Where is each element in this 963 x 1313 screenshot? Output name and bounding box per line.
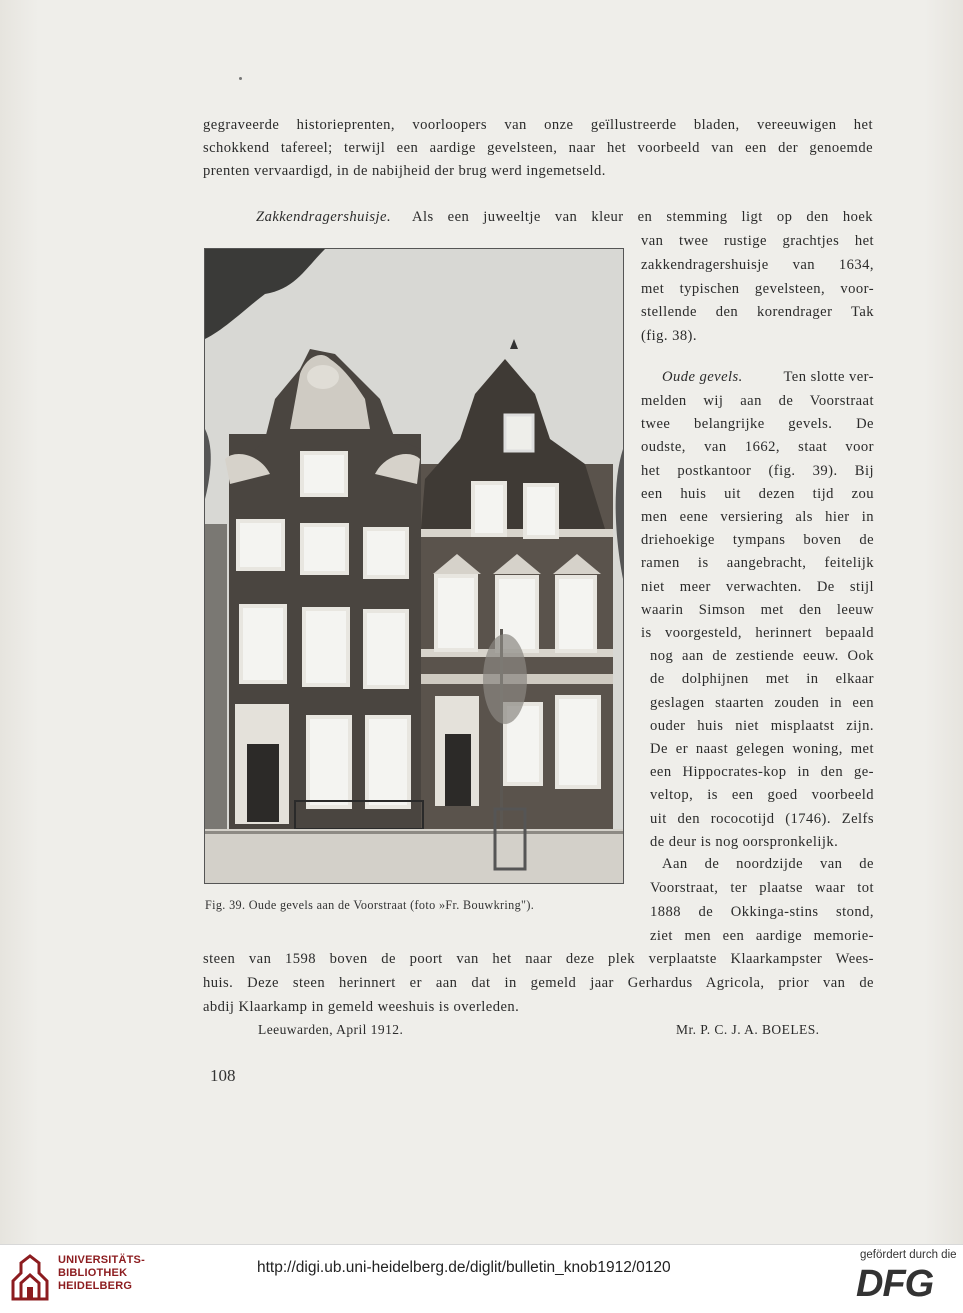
text-line: twee belangrijke gevels. De: [641, 416, 874, 433]
text-line: is voorgesteld, herinnert bepaald: [641, 625, 874, 641]
text-line: schokkend tafereel; terwijl een aardige gevelsteen, naar het voorbeeld van een der genoemde: [203, 140, 873, 156]
text-line: ziet men een aardige memorie-: [650, 928, 874, 944]
text-line: het postkantoor (fig. 39). Bij: [641, 462, 874, 479]
heading-italic: Zakkendragershuisje.: [256, 209, 392, 225]
text-line: (fig. 38).: [641, 328, 697, 344]
heading-italic: Oude gevels.: [662, 369, 743, 385]
text-line: prenten vervaardigd, in de nabijheid der brug werd ingemetseld.: [203, 163, 606, 179]
funded-by-label: gefördert durch die: [860, 1249, 957, 1261]
text-line: stellende den korendrager Tak: [641, 304, 874, 320]
text-line: met typischen gevelsteen, voor-: [641, 281, 874, 297]
text-line: een Hippocrates-kop in den ge-: [650, 764, 874, 781]
text-line: 1888 de Okkinga-stins stond,: [650, 904, 874, 920]
text-line: nog aan de zestiende eeuw. Ook: [650, 648, 874, 665]
text-line: niet meer verwachten. De stijl: [641, 578, 874, 595]
text-line: veltop, is een goed voorbeeld: [650, 787, 874, 804]
text-line: huis. Deze steen herinnert er aan dat in gemeld jaar Gerhardus Agricola, prior van de: [203, 975, 874, 991]
text-line: Aan de noordzijde van de: [662, 856, 874, 872]
text-line: oudste, van 1662, staat voor: [641, 439, 874, 456]
text-line: de dolphijnen met in elkaar: [650, 671, 874, 688]
library-line: HEIDELBERG: [58, 1280, 133, 1292]
text-line: gegraveerde historieprenten, voorloopers van onze geïllustreerde bladen, vereeuwigen het: [203, 117, 873, 133]
text-line: ramen is aangebracht, feitelijk: [641, 555, 874, 572]
university-library-logo-icon: [9, 1253, 51, 1303]
text-line: driehoekige tympans boven de: [641, 532, 874, 549]
text-line: Als een juweeltje van kleur en stemming ligt op den hoek: [412, 209, 873, 225]
author-signature: Mr. P. C. J. A. BOELES.: [676, 1022, 820, 1037]
dfg-logo: DFG: [856, 1263, 934, 1305]
permalink-url[interactable]: http://digi.ub.uni-heidelberg.de/diglit/bulletin_knob1912/0120: [257, 1259, 671, 1276]
page-number: 108: [210, 1066, 236, 1085]
section-heading-oude-gevels: [662, 366, 743, 390]
text-line: abdij Klaarkamp in gemeld weeshuis is overleden.: [203, 999, 520, 1015]
text-line: Ten slotte ver-: [783, 369, 874, 385]
library-name: [58, 1254, 145, 1293]
library-line: BIBLIOTHEK: [58, 1267, 128, 1279]
text-line: Voorstraat, ter plaatse waar tot: [650, 880, 874, 896]
place-date: Leeuwarden, April 1912.: [258, 1022, 404, 1037]
text-line: melden wij aan de Voorstraat: [641, 393, 874, 409]
speck: [239, 77, 242, 80]
text-line: van twee rustige grachtjes het: [641, 233, 874, 249]
text-line: zakkendragershuisje van 1634,: [641, 257, 874, 273]
library-line: UNIVERSITÄTS-: [58, 1254, 145, 1266]
text-line: een huis uit dezen tijd zou: [641, 485, 874, 502]
text-line: ouder huis niet misplaatst zijn.: [650, 717, 874, 734]
photo-figure-39: [204, 248, 624, 884]
text-line: geslagen staarten zouden in een: [650, 694, 874, 711]
text-line: De er naast gelegen woning, met: [650, 741, 874, 757]
section-heading-zakkendragershuisje: [256, 206, 391, 230]
text-line: de deur is nog oorspronkelijk.: [650, 833, 839, 850]
text-line: men eene versiering als hier in: [641, 509, 874, 525]
facade-photo: [205, 249, 623, 883]
text-line: uit den rococotijd (1746). Zelfs: [650, 810, 874, 827]
text-line: waarin Simson met den leeuw: [641, 601, 874, 618]
figure-caption: Fig. 39. Oude gevels aan de Voorstraat (foto »Fr. Bouwkring").: [205, 898, 535, 912]
text-line: steen van 1598 boven de poort van het naar deze plek verplaatste Klaarkampster Wees-: [203, 951, 874, 967]
